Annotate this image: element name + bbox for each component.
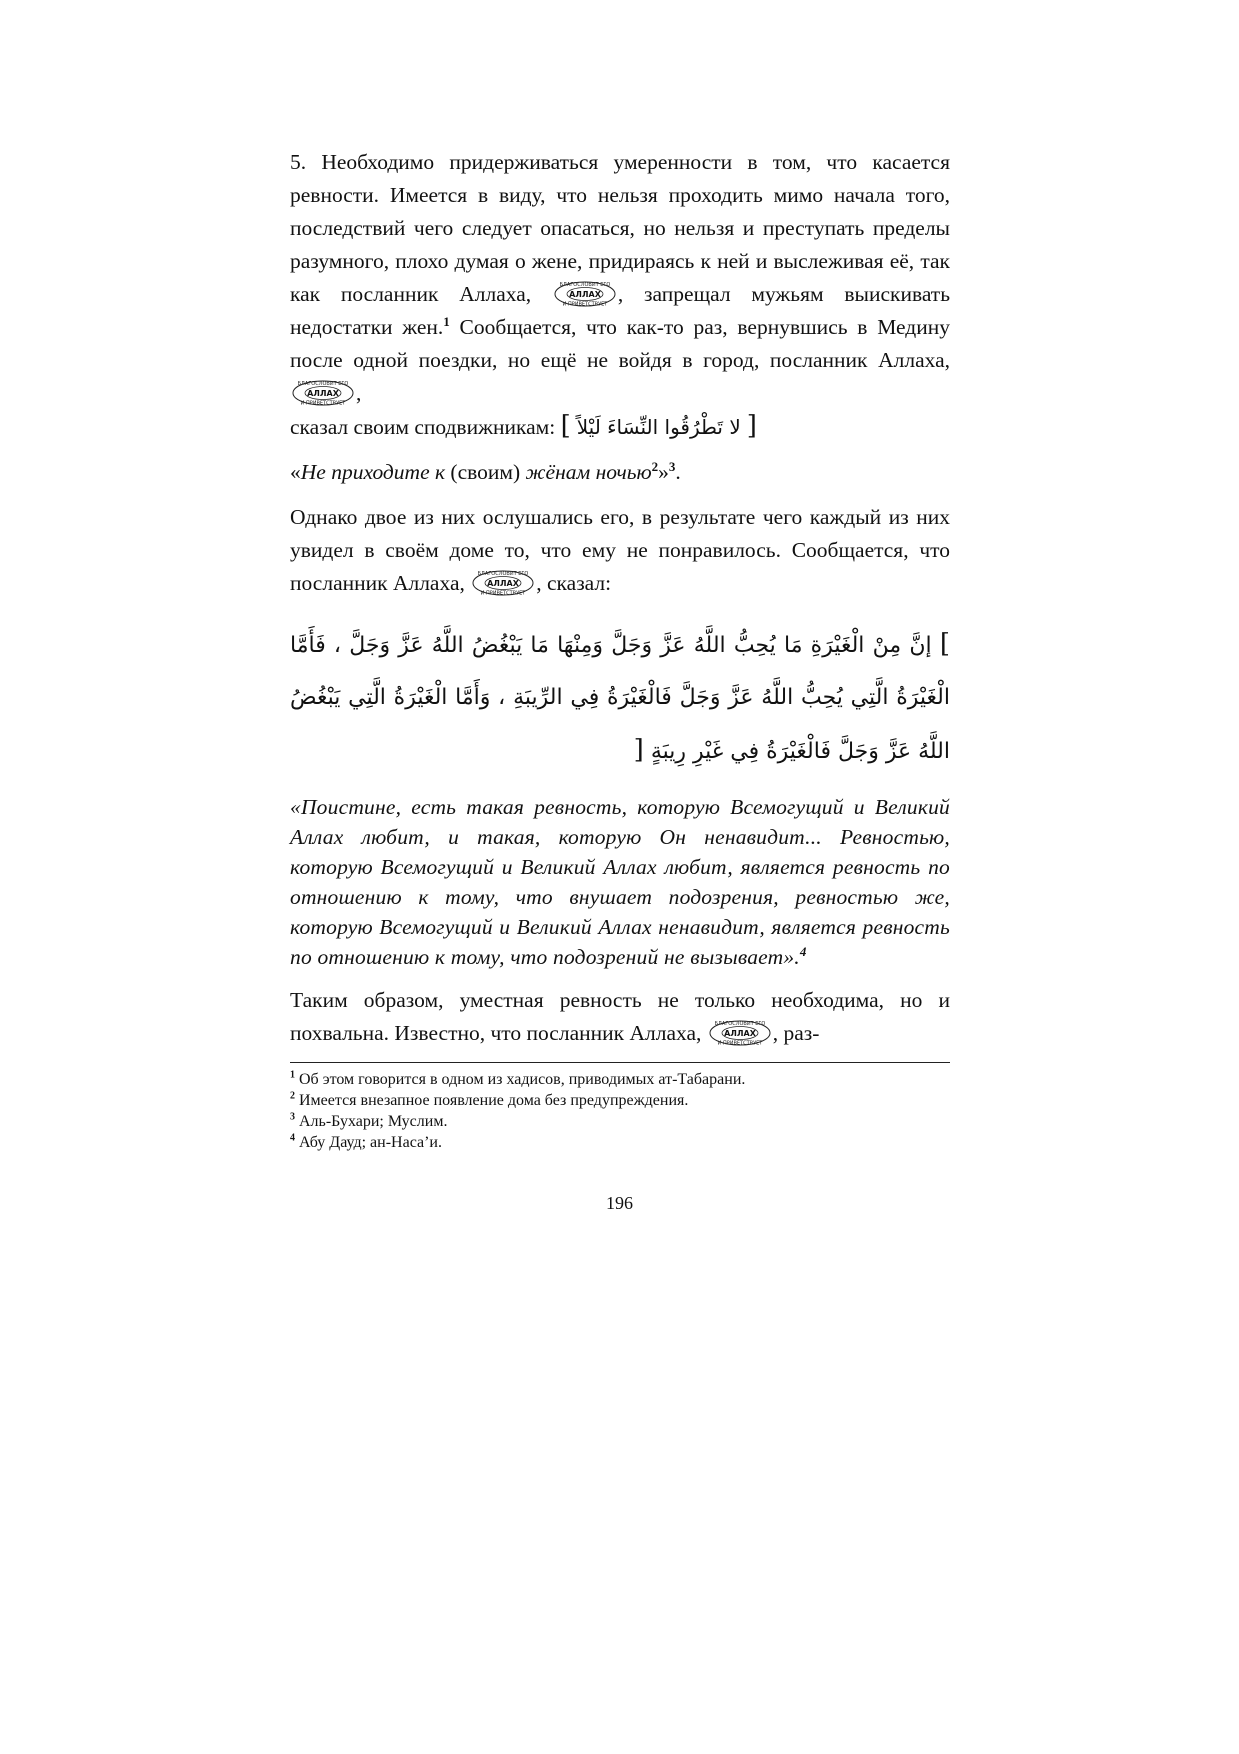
footnote-num: 4 (290, 1132, 295, 1144)
footnote-4 (290, 1132, 950, 1153)
arabic-bracket-open: ] (939, 629, 950, 659)
footnote-num: 3 (290, 1111, 295, 1123)
seal-center-text: АЛЛАХ (723, 1029, 756, 1039)
paragraph-3-text-b: , сказал: (536, 571, 612, 595)
seal-bottom-text: И ПРИВЕТСТВУЕТ (562, 301, 608, 308)
hadith-translation (290, 792, 950, 972)
paragraph-2-italic-a: Не приходите к (300, 460, 451, 484)
footnotes (290, 1069, 950, 1153)
quote-open: « (290, 460, 301, 484)
salawat-seal-icon (291, 379, 355, 407)
footnote-2 (290, 1090, 950, 1111)
seal-top-text: БЛАГОСЛОВИТ ЕГО (477, 571, 529, 578)
paragraph-2-end: . (675, 460, 681, 484)
salawat-seal-icon (708, 1019, 772, 1047)
quote-close: » (658, 460, 669, 484)
footnote-num: 2 (290, 1090, 295, 1102)
paragraph-1-text-c: Сообщается, что как-то раз, вернувшись в Медину после одной поездки, но ещё не войдя в город, посланник Аллаха, (290, 315, 950, 372)
seal-bottom-text: И ПРИВЕТСТВУЕТ (480, 590, 526, 597)
paragraph-2-italic-c: жёнам ночью (525, 460, 652, 484)
footnote-ref-1[interactable]: 1 (443, 313, 450, 329)
footnote-divider (290, 1062, 950, 1063)
seal-top-text: БЛАГОСЛОВИТ ЕГО (559, 282, 611, 289)
bracket-open: [ (560, 411, 571, 441)
seal-bottom-text: И ПРИВЕТСТВУЕТ (717, 1040, 763, 1047)
paragraph-3-text-a: Однако двое из них ослушались его, в результате чего каждый из них увидел в своём доме то, что ему не понравилось. Сообщается, что посланник Аллаха, (290, 505, 950, 595)
arabic-inline-quote: لا تَطْرُقُوا النِّسَاءَ لَيْلاً (576, 415, 741, 439)
paragraph-1-text-d: , (356, 381, 362, 405)
salawat-seal-icon (471, 569, 535, 597)
paragraph-4-text-a: Таким образом, уместная ревность не только необходима, но и похвальна. Известно, что посланник Аллаха, (290, 988, 950, 1045)
footnote-ref-3[interactable]: 3 (668, 458, 676, 474)
salawat-seal-icon (553, 280, 617, 308)
arabic-hadith-block (290, 618, 950, 778)
paragraph-1-text-b: , запрещал мужьям выискивать недостатки жен. (290, 282, 951, 339)
footnote-text: Об этом говорится в одном из хадисов, приводимых ат-Табарани. (295, 1071, 746, 1088)
footnote-text: Абу Дауд; ан-Наса’и. (295, 1134, 442, 1151)
paragraph-1-text-e: сказал своим сподвижникам: (290, 415, 561, 439)
paragraph-3 (290, 501, 950, 600)
paragraph-2 (290, 456, 950, 489)
page-body (290, 146, 950, 1153)
paragraph-1-text-a: 5. Необходимо придерживаться умеренности в том, что касается ревности. Имеется в виду, что нельзя проходить мимо начала того, последствий чего следует опасаться, но нельзя и преступать пределы разумного, плохо думая о жене, придираясь к ней и выслеживая её, так как посланник Аллаха, (290, 150, 950, 306)
footnote-text: Аль-Бухари; Муслим. (295, 1113, 448, 1130)
page-number: 196 (606, 1193, 633, 1213)
arabic-hadith-text: إنَّ مِنْ الْغَيْرَةِ مَا يُحِبُّ اللَّهُ عَزَّ وَجَلَّ وَمِنْهَا مَا يَبْغُضُ اللَّهُ عَزَّ وَجَلَّ ، فَأَمَّا الْغَيْرَةُ الَّتِي يُحِبُّ اللَّهُ عَزَّ وَجَلَّ فَالْغَيْرَةُ فِي الرِّيبَةِ ، وَأَمَّا الْغَيْرَةُ الَّتِي يَبْغُضُ اللَّهُ عَزَّ وَجَلَّ فَالْغَيْرَةُ فِي غَيْرِ رِيبَةٍ (290, 633, 950, 764)
footnote-ref-2[interactable]: 2 (651, 458, 659, 474)
footnote-3 (290, 1111, 950, 1132)
footnote-num: 1 (290, 1069, 295, 1081)
seal-top-text: БЛАГОСЛОВИТ ЕГО (297, 381, 349, 388)
paragraph-1 (290, 146, 950, 444)
seal-top-text: БЛАГОСЛОВИТ ЕГО (714, 1021, 766, 1028)
seal-center-text: АЛЛАХ (487, 579, 520, 589)
paragraph-2-plain-b: (своим) (450, 460, 526, 484)
paragraph-4-text-b: , раз- (772, 1021, 820, 1045)
paragraph-4 (290, 984, 950, 1050)
footnote-ref-4[interactable]: 4 (799, 943, 807, 959)
seal-center-text: АЛЛАХ (307, 389, 339, 399)
seal-center-text: АЛЛАХ (568, 290, 601, 300)
bracket-close: ] (746, 411, 757, 441)
footnote-text: Имеется внезапное появление дома без предупреждения. (295, 1092, 689, 1109)
arabic-bracket-close: [ (633, 735, 644, 765)
seal-bottom-text: И ПРИВЕТСТВУЕТ (300, 400, 346, 407)
footnote-1 (290, 1069, 950, 1090)
hadith-translation-text: «Поистине, есть такая ревность, которую Всемогущий и Великий Аллах любит, и такая, которую Он ненавидит... Ревностью, которую Всемогущий и Великий Аллах любит, является ревность по отношению к тому, что внушает подозрения, ревностью же, которую Всемогущий и Великий Аллах ненавидит, является ревность по отношению к тому, что подозрений не вызывает». (290, 795, 950, 969)
